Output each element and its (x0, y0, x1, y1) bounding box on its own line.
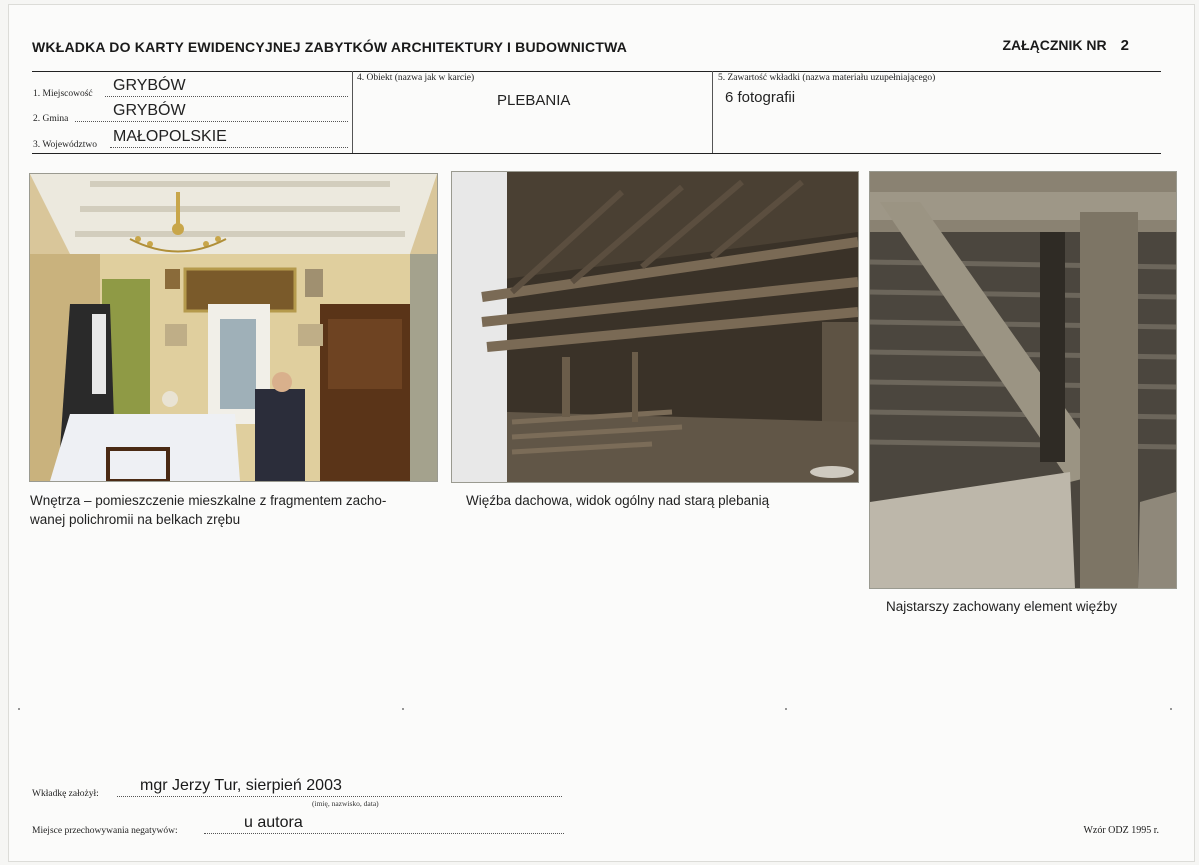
header-bottom-rule (32, 153, 1161, 154)
founder-label: Wkładkę założył: (32, 789, 99, 799)
locality-field (33, 77, 348, 100)
voivodeship-dotted-line (110, 147, 348, 148)
voivodeship-value: MAŁOPOLSKIE (113, 128, 227, 145)
municipality-label: 2. Gmina (33, 114, 69, 124)
photo-interior (29, 173, 438, 482)
photo-interior-image (30, 174, 437, 481)
founder-value: mgr Jerzy Tur, sierpień 2003 (140, 777, 342, 794)
photo-oldest-element-image (870, 172, 1176, 588)
photo-oldest-element (869, 171, 1177, 589)
registration-mark (18, 708, 20, 710)
locality-dotted-line (105, 96, 348, 97)
voivodeship-field (33, 128, 348, 151)
contents-label: 5. Zawartość wkładki (nazwa materiału uzupełniającego) (718, 73, 936, 83)
founder-field (32, 779, 562, 799)
form-template-id: Wzór ODZ 1995 r. (1083, 825, 1159, 836)
municipality-dotted-line (75, 121, 348, 122)
photo-interior-caption-text: Wnętrza – pomieszczenie mieszkalne z fragmentem zacho- wanej polichromii na belkach zrębu (30, 493, 387, 527)
storage-value: u autora (244, 814, 303, 831)
annex-label-text: ZAŁĄCZNIK NR (1002, 37, 1107, 53)
photo-roof-truss-caption: Więźba dachowa, widok ogólny nad starą plebanią (466, 493, 770, 508)
annex-label (1002, 37, 1129, 54)
municipality-value: GRYBÓW (113, 102, 186, 119)
object-value: PLEBANIA (497, 92, 571, 109)
founder-dotted-line (117, 796, 562, 797)
object-label: 4. Obiekt (nazwa jak w karcie) (357, 73, 475, 83)
photo-oldest-element-caption: Najstarszy zachowany element więźby (886, 599, 1118, 614)
form-title: WKŁADKA DO KARTY EWIDENCYJNEJ ZABYTKÓW ARCHITEKTURY I BUDOWNICTWA (32, 39, 628, 55)
header-top-rule (32, 71, 1161, 72)
voivodeship-label: 3. Województwo (33, 140, 97, 150)
registration-mark (1170, 708, 1172, 710)
municipality-field (33, 102, 348, 125)
registration-mark (785, 708, 787, 710)
column-divider-1 (352, 71, 353, 153)
column-divider-2 (712, 71, 713, 153)
storage-field (32, 816, 564, 836)
photo-interior-caption (30, 491, 430, 529)
registration-mark (402, 708, 404, 710)
photo-roof-truss-image (452, 172, 858, 482)
locality-label: 1. Miejscowość (33, 89, 93, 99)
storage-label: Miejsce przechowywania negatywów: (32, 826, 178, 836)
founder-hint: (imię, nazwisko, data) (312, 799, 379, 808)
photo-roof-truss (451, 171, 859, 483)
locality-value: GRYBÓW (113, 77, 186, 94)
contents-value: 6 fotografii (725, 89, 796, 106)
storage-dotted-line (204, 833, 564, 834)
annex-number: 2 (1120, 37, 1129, 54)
